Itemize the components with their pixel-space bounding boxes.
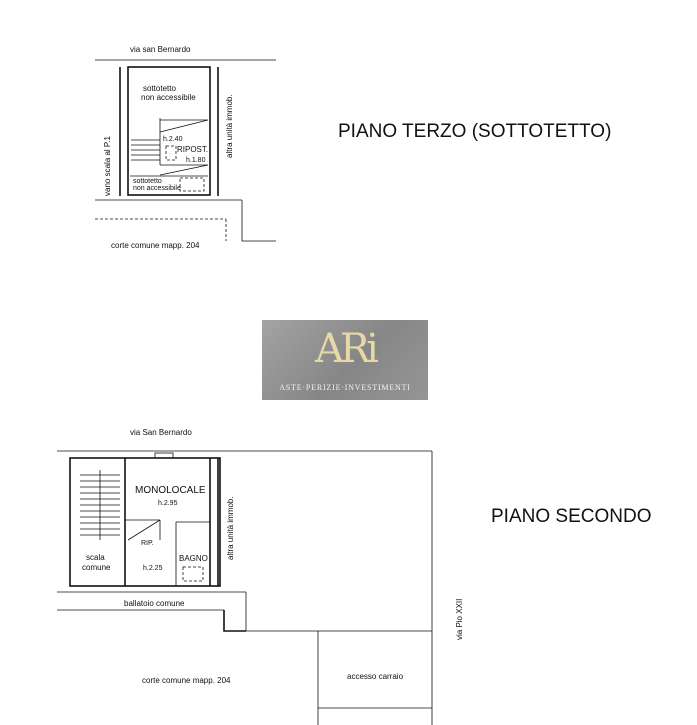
logo-mark: ARi — [315, 326, 375, 372]
attic-bottom-line1: sottotetto — [133, 178, 162, 185]
bath-label: BAGNO — [179, 554, 208, 563]
top-neighbor-label: altra unità immob. — [225, 94, 234, 158]
top-courtyard-label: corte comune mapp. 204 — [111, 241, 200, 250]
top-height-b: h.1.80 — [186, 157, 206, 164]
third-floor-title: PIANO TERZO (SOTTOTETTO) — [338, 121, 612, 142]
stair-hatch — [131, 118, 160, 165]
stairs-hatch — [80, 470, 120, 540]
rip-label: RIP. — [141, 540, 154, 547]
second-floor-plan — [57, 451, 432, 725]
attic-top-line2: non accessibile — [141, 93, 196, 102]
bottom-neighbor-label: altra unità immob. — [226, 496, 235, 560]
lower-height: h.2.25 — [143, 565, 163, 572]
stair-side-label: vano scala al P.1 — [103, 136, 112, 196]
room-label: MONOLOCALE — [135, 485, 206, 496]
bottom-street-label: via San Bernardo — [130, 428, 192, 437]
driveway-label: accesso carraio — [347, 672, 404, 681]
stairs-label-line1: scala — [86, 553, 105, 562]
logo-text: ASTE·PERIZIE·INVESTIMENTI — [279, 383, 411, 392]
bottom-courtyard-label: corte comune mapp. 204 — [142, 676, 231, 685]
storage-label: RIPOST. — [177, 145, 209, 154]
watermark-logo — [262, 320, 428, 400]
second-floor-title: PIANO SECONDO — [491, 506, 652, 527]
stairs-label-line2: comune — [82, 563, 111, 572]
attic-top-line1: sottotetto — [143, 84, 176, 93]
room-height: h.2.95 — [158, 500, 178, 507]
side-street-label: via Pio XXII — [455, 598, 464, 640]
top-height-a: h.2.40 — [163, 136, 183, 143]
gallery-label: ballatoio comune — [124, 599, 185, 608]
top-street-label: via san Bernardo — [130, 45, 191, 54]
attic-bottom-line2: non accessibile — [133, 185, 181, 192]
